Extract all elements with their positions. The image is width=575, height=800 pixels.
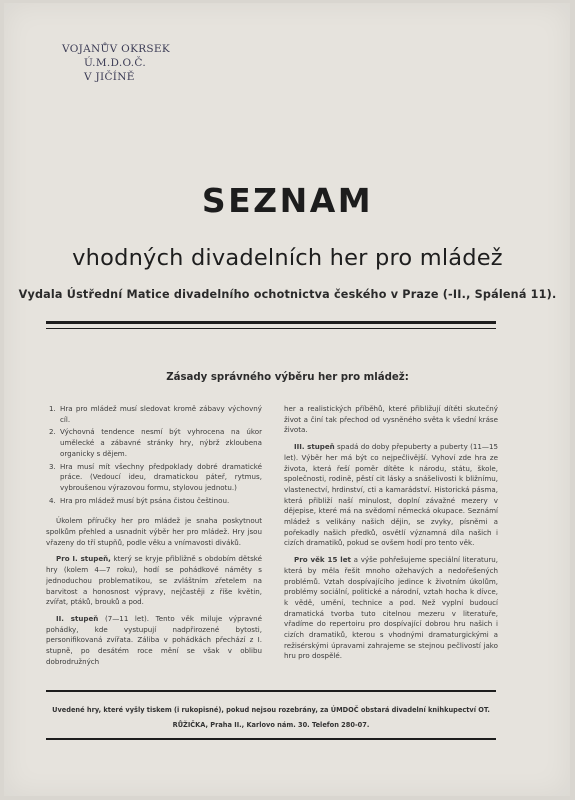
stage-1-paragraph [46, 554, 262, 608]
publisher-line: Vydala Ústřední Matice divadelního ochotnictva českého v Praze (-II., Spálená 11). [18, 288, 557, 301]
over-15-text: a výše pohřešujeme speciální literaturu, která by měla řešit mnoho ožehavých a nedořešených problémů. Vztah dospívajícího jedince k životním úkolům, problémy sociální, politické a národní, vztah hocha k dívce, k vědě, umění, technice a pod. Než vyplní budoucí dramatická tvorba tuto citelnou mezeru v literatuře, vřadíme do repertoiru pro dospívající dobrou hru našich i cizích dramatiků, kterou s vhodnými dramaturgickými a režisérskými úpravami zahrajeme se stejnou pečlivostí jako hru pro dospělé. [284, 555, 499, 661]
stamp-line-1: VOJANŮV OKRSEK [62, 43, 171, 55]
footer-rule-top [46, 690, 496, 692]
intro-paragraph: Úkolem příručky her pro mládež je snaha poskytnout spolkům přehled a usnadnit výběr her pro mládež. Hry jsou vřazeny do tří stupňů, podle věku a vnímavosti diváků. [46, 516, 262, 547]
stage-3-text: spadá do doby přepuberty a puberty (11—15 let). Výběr her má být co nejpečlivější. Vyhoví zde hra ze života, která řeší poměr dítěte k národu, státu, škole, společnosti, rodině, pěstí cit lásky a snášelivosti k bližnímu, vlastenectví, hrdinství, cti a kamarádství. Historická pásma, která přibliží naší minulost, doplní závažné mezery v dějepise, které má na svědomí německá okupace. Seznámí mládež s velikány našich dějin, se zvyky, písněmi a pořekadly našich předků, osvětlí významná díla našich i cizích dramatiků, pokud se ovšem hodí pro tento věk. [284, 442, 498, 548]
stage-1-lead: Pro I. stupeň, [56, 554, 111, 564]
section-heading: Zásady správného výběru her pro mládež: [166, 372, 409, 383]
stage-2-text: (7—11 let). Tento věk miluje výpravné pohádky, kde vystupují nadpřirozené bytosti, personifikovaná zvířata. Záliba v pohádkách přechází z I. stupně, po desátém roce mění se však v oblibu dobrodružných [46, 613, 262, 666]
stage-2-lead: II. stupeň [56, 613, 99, 623]
footer-note: Uvedené hry, které vyšly tiskem (i rukopisné), pokud nejsou rozebrány, za ÚMDOČ obstará divadelní knihkupectví OT. RŮŽIČKA, Praha II., Karlovo nám. 30. Telefon 280-07. [52, 706, 490, 729]
divider-thin [46, 328, 496, 329]
continuation-paragraph: her a realistických příběhů, které přibližují dítěti skutečný život a činí tak přechod od vysněného světa k všední kráse života. [284, 404, 498, 435]
principle-item: 4. Hra pro mládež musí být psána čistou češtinou. [58, 496, 262, 507]
footer-rule-bottom [46, 738, 496, 740]
principle-item: 3. Hra musí mít všechny předpoklady dobré dramatické práce. (Vedoucí ideu, dramatickou páteř, rytmus, vybroušenou výrazovou formu, stylovou jednotu.) [58, 462, 262, 494]
divider-thick [46, 321, 496, 324]
stage-2-paragraph [46, 614, 262, 668]
document-title: SEZNAM [201, 181, 374, 220]
stamp-line-3: V JIČÍNĚ [84, 71, 135, 83]
document-page [4, 3, 570, 796]
stage-3-lead: III. stupeň [294, 442, 335, 452]
document-subtitle: vhodných divadelních her pro mládež [72, 245, 503, 271]
stage-3-paragraph [284, 442, 498, 549]
over-15-paragraph [284, 555, 498, 662]
principle-item: 1. Hra pro mládež musí sledovat kromě zábavy výchovný cíl. [58, 404, 262, 425]
stage-1-text: který se kryje přibližně s obdobím dětské hry (kolem 4—7 roku), hodí se pohádkové náměty s jednoduchou problematikou, se zvláštním zřetelem na barvitost a honosnost výpravy, nejčastěji z říše květin, zvířat, ptáků, brouků a pod. [46, 554, 262, 607]
over-15-lead: Pro věk 15 let [294, 555, 351, 565]
stamp-line-2: Ú.M.D.O.Č. [84, 57, 147, 69]
district-stamp [62, 42, 182, 84]
left-column [46, 404, 262, 673]
right-column [284, 404, 498, 668]
principles-list [46, 404, 262, 506]
principle-item: 2. Výchovná tendence nesmí být vyhrocena na úkor umělecké a zábavné stránky hry, nýbrž zkloubena organicky s dějem. [58, 427, 262, 459]
